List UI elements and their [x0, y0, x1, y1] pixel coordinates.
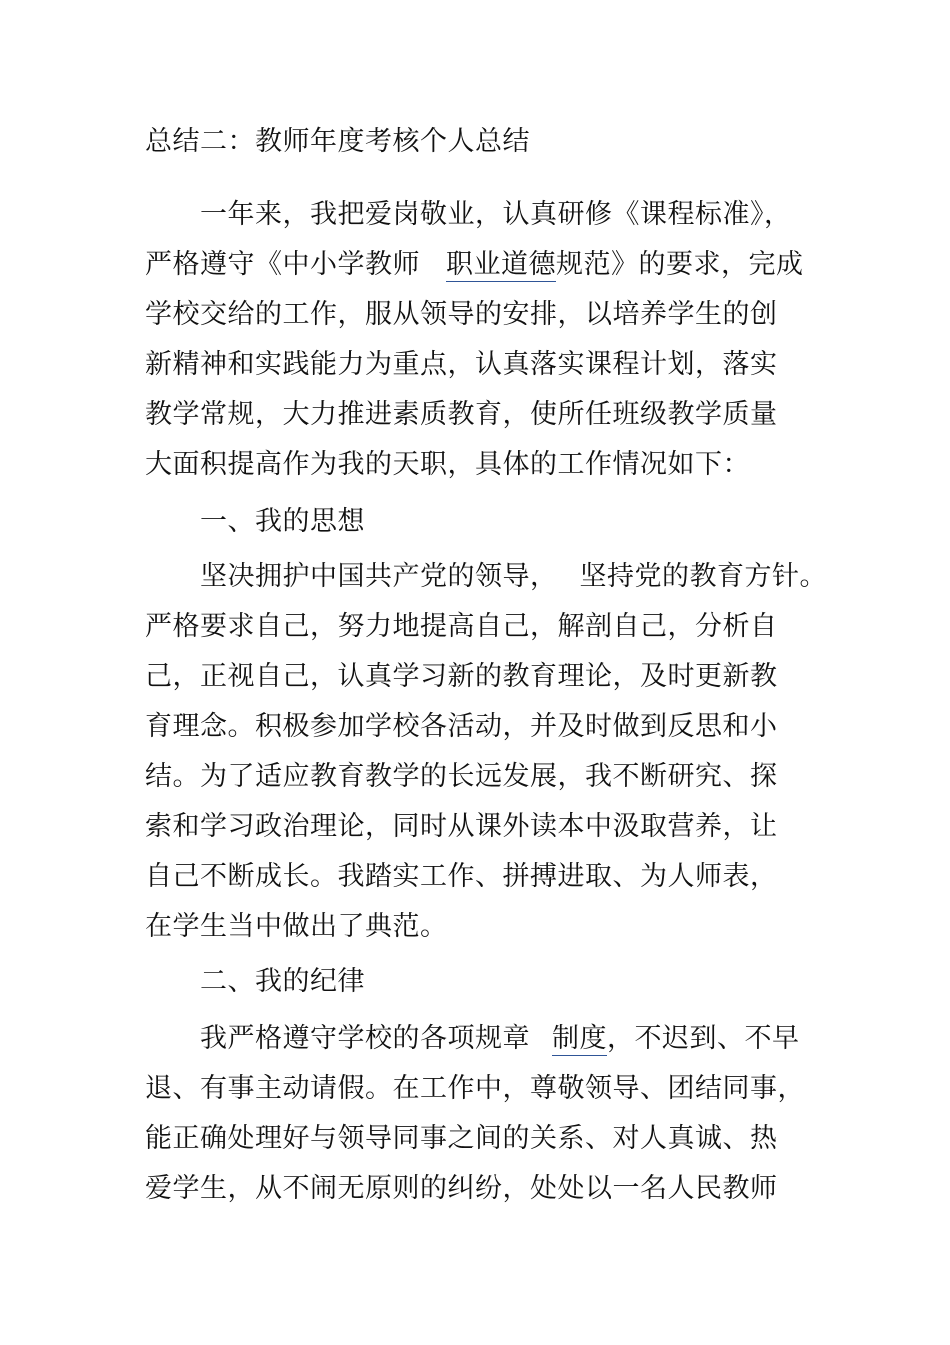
paragraph-line: 严格要求自己，努力地提高自己，解剖自己，分析自	[145, 611, 778, 642]
paragraph-line: 索和学习政治理论，同时从课外读本中汲取营养，让	[145, 811, 778, 842]
paragraph-line: 教学常规，大力推进素质教育，使所任班级教学质量	[145, 399, 778, 430]
paragraph-line: 能正确处理好与领导同事之间的关系、对人真诚、热	[145, 1123, 778, 1154]
paragraph-line	[145, 248, 804, 282]
text-segment: 我严格遵守学校的各项规章	[200, 1023, 530, 1054]
paragraph-line	[200, 560, 827, 594]
paragraph-line: 自己不断成长。我踏实工作、拼搏进取、为人师表，	[145, 861, 778, 892]
paragraph-line: 结。为了适应教育教学的长远发展，我不断研究、探	[145, 761, 778, 792]
section-heading: 一、我的思想	[200, 506, 365, 537]
text-segment: 严格遵守《中小学教师	[145, 249, 420, 280]
section-heading: 二、我的纪律	[200, 966, 365, 997]
document-title: 总结二：教师年度考核个人总结	[145, 126, 530, 157]
paragraph-line: 一年来，我把爱岗敬业，认真研修《课程标准》，	[200, 199, 792, 230]
text-segment: 坚持党的教育方针。	[579, 561, 827, 592]
paragraph-line: 大面积提高作为我的天职，具体的工作情况如下：	[145, 449, 750, 480]
paragraph-line: 己，正视自己，认真学习新的教育理论，及时更新教	[145, 661, 778, 692]
text-segment: ，不迟到、不早	[607, 1023, 800, 1054]
paragraph-line: 退、有事主动请假。在工作中，尊敬领导、团结同事，	[145, 1073, 805, 1104]
hyperlink-professional-ethics[interactable]: 职业道德	[446, 249, 556, 280]
paragraph-line: 育理念。积极参加学校各活动，并及时做到反思和小	[145, 711, 778, 742]
text-segment: 坚决拥护中国共产党的领导，	[200, 561, 558, 592]
paragraph-line	[200, 1022, 800, 1056]
hyperlink-regulations[interactable]: 制度	[552, 1023, 607, 1054]
paragraph-line: 爱学生，从不闹无原则的纠纷，处处以一名人民教师	[145, 1173, 778, 1204]
paragraph-line: 新精神和实践能力为重点，认真落实课程计划，落实	[145, 349, 778, 380]
paragraph-line: 在学生当中做出了典范。	[145, 911, 448, 942]
text-segment: 规范》的要求，完成	[556, 249, 804, 280]
paragraph-line: 学校交给的工作，服从领导的安排，以培养学生的创	[145, 299, 778, 330]
